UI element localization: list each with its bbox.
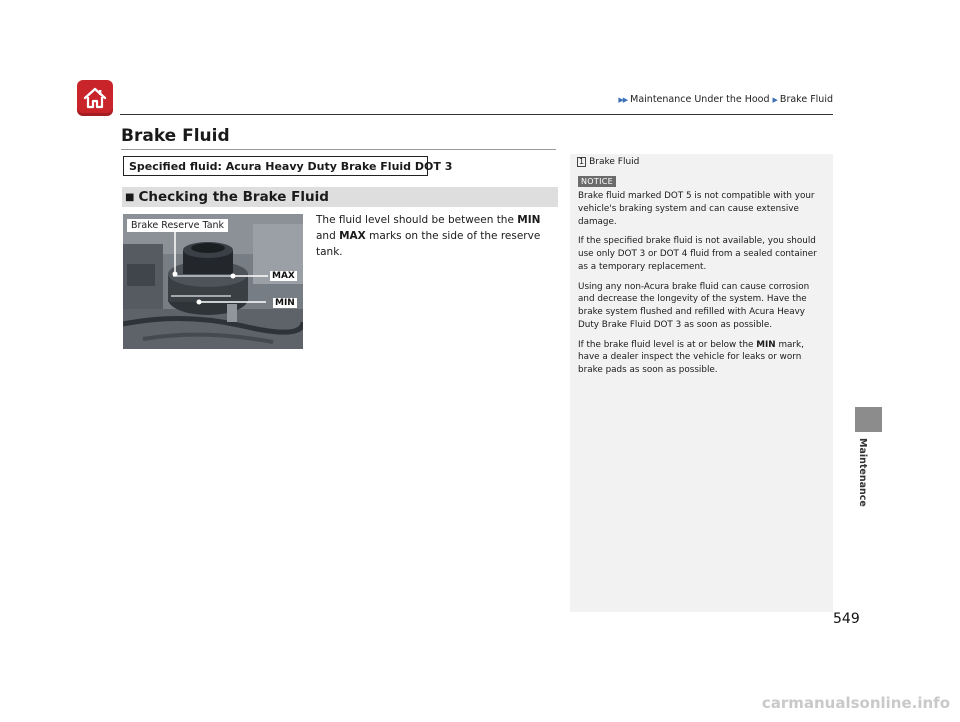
specified-fluid-box: Specified fluid: Acura Heavy Duty Brake Fluid DOT 3 [123,156,428,176]
side-note-panel [570,154,833,612]
min-keyword: MIN [517,214,541,226]
fluid-level-instructions [316,213,546,260]
note-text-part: mark, have a dealer inspect the vehicle for leaks or worn brake pads as soon as possible. [578,339,804,375]
section-bullet-icon: ■ [125,191,135,203]
callout-min: MIN [275,298,295,308]
section-header [122,187,558,207]
body-text-part: marks on the side of the reserve tank. [316,229,541,258]
breadcrumb-arrow-icon: ▶ [772,95,777,104]
page-title: Brake Fluid [121,126,230,146]
home-button[interactable] [77,80,113,116]
breadcrumb-arrow-icon: ▶▶ [618,95,628,104]
breadcrumb-item-brake-fluid[interactable]: Brake Fluid [779,94,833,105]
chapter-tab[interactable] [855,407,882,432]
notice-badge: NOTICE [578,176,616,187]
header-divider [120,114,833,115]
page-number: 549 [833,611,860,627]
breadcrumb [618,94,833,105]
note-paragraph: Using any non-Acura brake fluid can cause corrosion and decrease the longevity of the system. Have the brake system flushed and refilled with Acura Heavy Duty Brake Fluid DOT 3 as soon as possible. [578,281,810,330]
title-divider [121,149,556,150]
watermark: carmanualsonline.info [761,694,950,712]
max-keyword: MAX [339,229,366,242]
section-title: Checking the Brake Fluid [138,189,329,205]
brake-reserve-tank-photo [123,214,303,349]
body-text-part: and [316,229,340,242]
breadcrumb-item-maintenance-under-hood[interactable]: Maintenance Under the Hood [630,94,770,105]
note-paragraph: If the specified brake fluid is not available, you should use only DOT 3 or DOT 4 fluid from a sealed container as a temporary replacement. [578,236,817,272]
note-title [577,157,639,167]
note-text-part: If the brake fluid level is at or below the [578,339,757,350]
note-number-icon: 1 [579,157,585,166]
photo-label-brake-reserve-tank: Brake Reserve Tank [127,219,228,232]
note-paragraph [578,339,826,377]
min-keyword: MIN [756,339,776,350]
note-body [578,190,826,384]
note-title-text: Brake Fluid [589,157,640,167]
note-paragraph: Brake fluid marked DOT 5 is not compatible with your vehicle's braking system and can cause extensive damage. [578,191,815,227]
engine-bay-illustration [123,214,303,349]
chapter-label: Maintenance [857,438,868,507]
callout-max: MAX [272,271,295,281]
home-icon [82,85,108,111]
body-text-part: The fluid level should be between the [316,214,518,226]
